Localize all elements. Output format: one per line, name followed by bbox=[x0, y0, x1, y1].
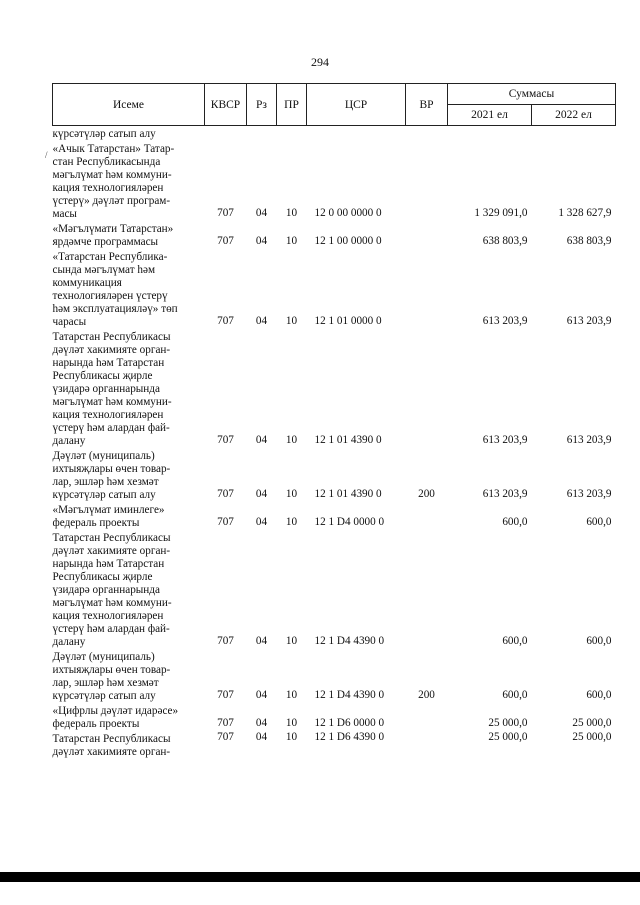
row-kvsr-cell: 707 bbox=[217, 689, 234, 701]
header-sums: Суммасы bbox=[448, 84, 616, 105]
row-sum-2021-cell: 25 000,0 bbox=[488, 717, 528, 729]
row-sum-2021-cell: 25 000,0 bbox=[488, 731, 528, 743]
row-vr-cell: 200 bbox=[418, 689, 435, 701]
table-row bbox=[53, 126, 616, 142]
row-name-cell: «Ачык Татарстан» Татар- стан Республикасында мәгълүмат һәм коммуни- кация технологияләрен үстерү» дәүләт програм- масы bbox=[52, 143, 175, 220]
row-rz-cell: 04 bbox=[255, 235, 268, 247]
row-name-cell: Дәүләт (муниципаль) ихтыяҗлары өчен товар- лар, эшләр һәм хезмәт күрсәтүләр сатып алу bbox=[52, 651, 171, 702]
row-pr-cell: 10 bbox=[285, 731, 298, 743]
row-pr-cell: 10 bbox=[285, 434, 298, 446]
row-pr-cell: 10 bbox=[285, 516, 298, 528]
row-rz-cell: 04 bbox=[255, 434, 268, 446]
row-pr-cell: 10 bbox=[285, 635, 298, 647]
row-vr-cell bbox=[406, 731, 448, 759]
row-sum-2021-cell: 613 203,9 bbox=[482, 488, 528, 500]
row-name-cell: Татарстан Республикасы дәүләт хакимияте орган- нарында һәм Татарстан Республикасы җирле үзидарә органнарында мәгълүмат һәм коммуни- кация технологияләрен үстерү һәм алардан фай- далану bbox=[52, 331, 172, 447]
row-kvsr-cell: 707 bbox=[217, 315, 234, 327]
row-vr-cell bbox=[406, 141, 448, 221]
row-vr-cell bbox=[406, 249, 448, 329]
row-csr-cell: 12 1 D6 4390 0 bbox=[314, 731, 385, 743]
row-sum-2022-cell bbox=[532, 126, 616, 142]
row-sum-2022-cell: 613 203,9 bbox=[566, 434, 612, 446]
row-name-cell: күрсәтүләр сатып алу bbox=[52, 128, 156, 140]
row-name-cell: «Мәгълүмати Татарстан» ярдәмче программасы bbox=[52, 223, 174, 248]
row-sum-2021-cell: 600,0 bbox=[502, 516, 528, 528]
row-vr-cell bbox=[406, 221, 448, 249]
table-row bbox=[53, 329, 616, 448]
row-kvsr-cell: 707 bbox=[217, 488, 234, 500]
header-pr: ПР bbox=[277, 84, 307, 126]
header-rz: Рз bbox=[247, 84, 277, 126]
row-pr-cell bbox=[277, 126, 307, 142]
row-kvsr-cell: 707 bbox=[217, 635, 234, 647]
scan-bottom-edge bbox=[0, 872, 640, 882]
budget-table bbox=[52, 83, 616, 759]
row-sum-2022-cell: 638 803,9 bbox=[566, 235, 612, 247]
row-rz-cell: 04 bbox=[255, 635, 268, 647]
row-kvsr-cell: 707 bbox=[217, 731, 234, 743]
row-sum-2022-cell: 1 328 627,9 bbox=[558, 207, 612, 219]
row-sum-2021-cell: 613 203,9 bbox=[482, 315, 528, 327]
row-kvsr-cell: 707 bbox=[217, 516, 234, 528]
row-kvsr-cell: 707 bbox=[217, 235, 234, 247]
row-csr-cell: 12 1 D4 0000 0 bbox=[314, 516, 385, 528]
row-csr-cell: 12 1 01 0000 0 bbox=[314, 315, 382, 327]
row-vr-cell bbox=[406, 530, 448, 649]
header-csr: ЦСР bbox=[307, 84, 406, 126]
table-row bbox=[53, 530, 616, 649]
page-number: 294 bbox=[311, 55, 329, 69]
row-name-cell: Татарстан Республикасы дәүләт хакимияте орган- нарында һәм Татарстан Республикасы җирле үзидарә органнарында мәгълүмат һәм коммуни- кация технологияләрен үстерү һәм алардан фай- далану bbox=[52, 532, 172, 648]
row-name-cell: «Мәгълүмат иминлеге» федераль проекты bbox=[52, 504, 165, 529]
row-vr-cell bbox=[406, 329, 448, 448]
header-year-2021: 2021 ел bbox=[448, 105, 532, 126]
margin-mark: / bbox=[45, 150, 48, 160]
row-kvsr-cell: 707 bbox=[217, 207, 234, 219]
row-csr-cell: 12 1 00 0000 0 bbox=[314, 235, 382, 247]
table-row bbox=[53, 249, 616, 329]
row-rz-cell: 04 bbox=[255, 689, 268, 701]
row-sum-2022-cell: 25 000,0 bbox=[572, 731, 612, 743]
row-sum-2021-cell bbox=[448, 126, 532, 142]
header-vr: ВР bbox=[406, 84, 448, 126]
row-sum-2022-cell: 600,0 bbox=[586, 635, 612, 647]
row-pr-cell: 10 bbox=[285, 689, 298, 701]
row-rz-cell: 04 bbox=[255, 731, 268, 743]
row-kvsr-cell: 707 bbox=[217, 434, 234, 446]
table-row bbox=[53, 221, 616, 249]
table-row bbox=[53, 703, 616, 731]
table-row bbox=[53, 731, 616, 759]
table-body bbox=[53, 126, 616, 760]
row-name-cell: «Татарстан Республика- сында мәгълүмат һәм коммуникация технологияләрен үстерү һәм эксплуатацияләү» төп чарасы bbox=[52, 251, 178, 328]
row-kvsr-cell bbox=[205, 126, 247, 142]
row-sum-2021-cell: 613 203,9 bbox=[482, 434, 528, 446]
row-sum-2021-cell: 638 803,9 bbox=[482, 235, 528, 247]
row-name-cell: «Цифрлы дәүләт идарәсе» федераль проекты bbox=[52, 705, 179, 730]
table-row bbox=[53, 649, 616, 703]
row-pr-cell: 10 bbox=[285, 488, 298, 500]
row-rz-cell bbox=[247, 126, 277, 142]
row-sum-2021-cell: 600,0 bbox=[502, 635, 528, 647]
row-csr-cell: 12 1 D4 4390 0 bbox=[314, 689, 385, 701]
row-pr-cell: 10 bbox=[285, 717, 298, 729]
row-csr-cell bbox=[307, 126, 406, 142]
row-csr-cell: 12 1 01 4390 0 bbox=[314, 434, 382, 446]
row-rz-cell: 04 bbox=[255, 516, 268, 528]
row-vr-cell bbox=[406, 703, 448, 731]
header-kvsr: КВСР bbox=[205, 84, 247, 126]
row-vr-cell: 200 bbox=[418, 488, 435, 500]
row-sum-2022-cell: 613 203,9 bbox=[566, 315, 612, 327]
row-pr-cell: 10 bbox=[285, 235, 298, 247]
header-year-2022: 2022 ел bbox=[532, 105, 616, 126]
row-rz-cell: 04 bbox=[255, 207, 268, 219]
row-sum-2022-cell: 25 000,0 bbox=[572, 717, 612, 729]
row-rz-cell: 04 bbox=[255, 315, 268, 327]
budget-table-wrapper bbox=[52, 83, 615, 759]
row-pr-cell: 10 bbox=[285, 315, 298, 327]
row-rz-cell: 04 bbox=[255, 717, 268, 729]
row-pr-cell: 10 bbox=[285, 207, 298, 219]
table-header bbox=[53, 84, 616, 126]
table-row bbox=[53, 502, 616, 530]
row-kvsr-cell: 707 bbox=[217, 717, 234, 729]
row-rz-cell: 04 bbox=[255, 488, 268, 500]
row-csr-cell: 12 0 00 0000 0 bbox=[314, 207, 382, 219]
table-row bbox=[53, 448, 616, 502]
row-name-cell: Дәүләт (муниципаль) ихтыяҗлары өчен товар- лар, эшләр һәм хезмәт күрсәтүләр сатып алу bbox=[52, 450, 171, 501]
table-row bbox=[53, 141, 616, 221]
row-csr-cell: 12 1 D4 4390 0 bbox=[314, 635, 385, 647]
row-name-cell: Татарстан Республикасы дәүләт хакимияте орган- bbox=[52, 733, 171, 758]
row-sum-2022-cell: 600,0 bbox=[586, 689, 612, 701]
row-vr-cell bbox=[406, 126, 448, 142]
header-name: Исеме bbox=[53, 84, 205, 126]
row-csr-cell: 12 1 01 4390 0 bbox=[314, 488, 382, 500]
row-sum-2022-cell: 613 203,9 bbox=[566, 488, 612, 500]
row-sum-2022-cell: 600,0 bbox=[586, 516, 612, 528]
row-sum-2021-cell: 1 329 091,0 bbox=[474, 207, 528, 219]
row-sum-2021-cell: 600,0 bbox=[502, 689, 528, 701]
row-csr-cell: 12 1 D6 0000 0 bbox=[314, 717, 385, 729]
row-vr-cell bbox=[406, 502, 448, 530]
